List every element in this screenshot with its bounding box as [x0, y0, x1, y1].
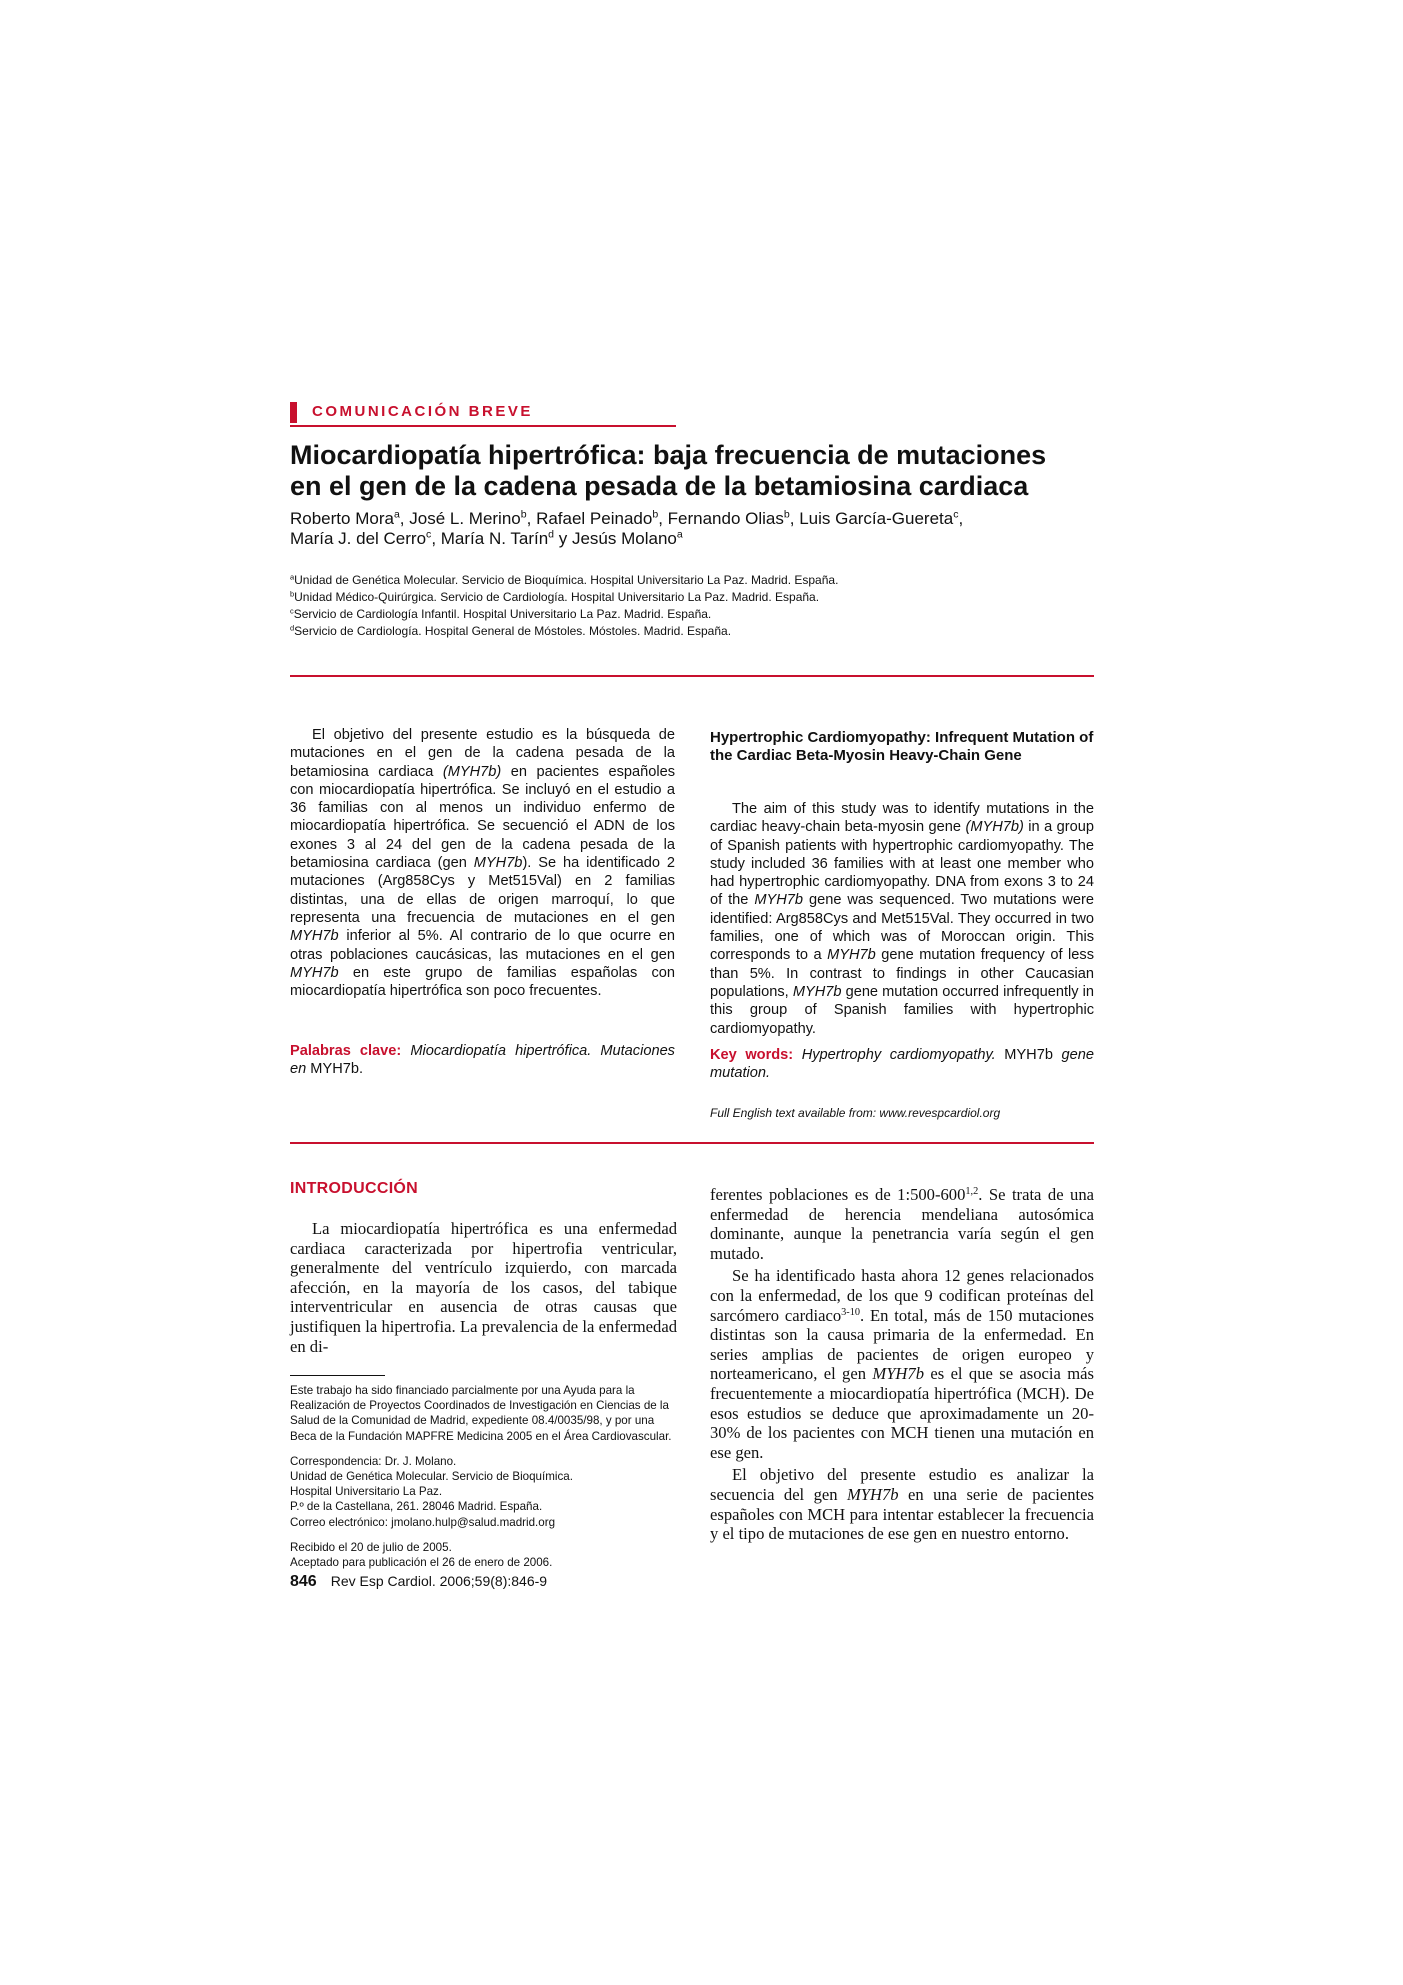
keywords-en-label: Key words: — [710, 1047, 794, 1063]
intro-col-right — [710, 1185, 1094, 1547]
section-label: COMUNICACIÓN BREVE — [312, 403, 533, 420]
section-tag-bar — [290, 402, 297, 423]
article-title — [290, 440, 1110, 502]
funding-note: Este trabajo ha sido financiado parcialmente por una Ayuda para la Realización de Proyectos Coordinados de Investigación en Ciencias de la Salud de la Comunidad de Madrid, expediente 08.4/0035/98, y por una Beca de la Fundación MAPFRE Medicina 2005 en el Área Cardiovascular. — [290, 1384, 672, 1443]
author: Luis García-Guereta$^c$, — [799, 508, 964, 528]
intro-col-left — [290, 1219, 677, 1359]
title-line-1: Miocardiopatía hipertrófica: baja frecuencia de mutaciones — [290, 440, 1047, 470]
keywords-es-label: Palabras clave: — [290, 1043, 402, 1059]
divider-top — [290, 675, 1094, 677]
correspondence: Correspondencia: Dr. J. Molano. Unidad de Genética Molecular. Servicio de Bioquímica. Hospital Universitario La Paz. P.º de la Castellana, 261. 28046 Madrid. España. Correo electrónico: jmolano.hulp@salud.madrid.org — [290, 1454, 573, 1529]
divider-bottom — [290, 1142, 1094, 1144]
author: Jesús Molano$^a$ — [571, 528, 683, 548]
author: María J. del Cerro$^c$, — [290, 528, 441, 548]
abstract-en-title: Hypertrophic Cardiomyopathy: Infrequent Mutation of the Cardiac Beta-Myosin Heavy-Chain Gene — [710, 729, 1094, 764]
affiliation: $^b$Unidad Médico-Quirúrgica. Servicio de Cardiología. Hospital Universitario La Paz. Madrid. España. — [290, 589, 820, 604]
page-footer — [290, 1573, 547, 1591]
author: José L. Merino$^b$, — [409, 508, 537, 528]
affiliation: $^c$Servicio de Cardiología Infantil. Hospital Universitario La Paz. Madrid. España. — [290, 606, 712, 621]
intro-paragraph: La miocardiopatía hipertrófica es una enfermedad cardiaca caracterizada por hipertrofia ventricular, generalmente del ventrículo izquierdo, con marcada afección, en la mayoría de los casos, del tabique interventricular en ausencia de otras causas que justifiquen la hipertrofia. La prevalencia de la enfermedad en di- — [290, 1219, 677, 1356]
abstract-en: The aim of this study was to identify mutations in the cardiac heavy-chain beta-myosin gene (MYH7b) in a group of Spanish patients with hypertrophic cardiomyopathy. The study included 36 families with at least one member who had hypertrophic cardiomyopathy. DNA from exons 3 to 24 of the MYH7b gene was sequenced. Two mutations were identified: Arg858Cys and Met515Val. They occurred in two families, one of which was of Moroccan origin. This corresponds to a MYH7b gene mutation frequency of less than 5%. In contrast to findings in other Caucasian populations, MYH7b gene mutation occurred infrequently in this group of Spanish families with hypertrophic cardiomyopathy. — [710, 801, 1094, 1037]
intro-paragraph: ferentes poblaciones es de 1:500-600$^{1,2}$. Se trata de una enfermedad de herencia mendeliana autosómica dominante, aunque la penetrancia varía según el gen mutado. — [710, 1185, 1095, 1263]
footnote-rule — [290, 1375, 385, 1376]
dates: Recibido el 20 de julio de 2005. Aceptado para publicación el 26 de enero de 2006. — [290, 1540, 553, 1570]
full-text-note: Full English text available from: www.revespcardiol.org — [710, 1106, 1001, 1120]
affiliations — [290, 572, 1110, 640]
affiliation: $^a$Unidad de Genética Molecular. Servicio de Bioquímica. Hospital Universitario La Paz. Madrid. España. — [290, 572, 839, 587]
intro-paragraph: El objetivo del presente estudio es analizar la secuencia del gen MYH7b en una serie de pacientes españoles con MCH para intentar establecer la frecuencia y el tipo de mutaciones de ese gen en nuestro entorno. — [710, 1465, 1094, 1544]
author: Roberto Mora$^a$, — [290, 508, 410, 528]
intro-paragraph: Se ha identificado hasta ahora 12 genes relacionados con la enfermedad, de los que 9 codifican proteínas del sarcómero cardiaco$^{3-10}$. En total, más de 150 mutaciones distintas son la causa primaria de la enfermedad. En series amplias de pacientes de origen europeo y norteamericano, el gen MYH7b es el que se asocia más frecuentemente a miocardiopatía hipertrófica (MCH). De esos estudios se deduce que aproximadamente un 20-30% de los pacientes con MCH tienen una mutación en ese gen. — [710, 1266, 1094, 1462]
author: Rafael Peinado$^b$, — [536, 508, 668, 528]
author: Fernando Olias$^b$, — [667, 508, 800, 528]
journal-citation: Rev Esp Cardiol. 2006;59(8):846-9 — [330, 1573, 548, 1589]
affiliation: $^d$Servicio de Cardiología. Hospital General de Móstoles. Móstoles. Madrid. España. — [290, 623, 732, 638]
footnotes — [290, 1383, 677, 1580]
abstract-es: El objetivo del presente estudio es la búsqueda de mutaciones en el gen de la cadena pesada de la betamiosina cardiaca (MYH7b) en pacientes españoles con miocardiopatía hipertrófica. Se incluyó en el estudio a 36 familias con al menos un individuo enfermo de miocardiopatía hipertrófica. Se secuenció el ADN de los exones 3 al 24 del gen de la cadena pesada de la betamiosina cardiaca (gen MYH7b). Se ha identificado 2 mutaciones (Arg858Cys y Met515Val) en 2 familias distintas, una de ellas de origen marroquí, lo que representa una frecuencia de mutaciones en el gen MYH7b inferior al 5%. Al contrario de lo que ocurre en otras poblaciones caucásicas, las mutaciones en el gen MYH7b en este grupo de familias españolas con miocardiopatía hipertrófica son poco frecuentes. — [290, 727, 675, 1000]
section-underline — [290, 425, 676, 427]
title-line-2: en el gen de la cadena pesada de la betamiosina cardiaca — [290, 471, 1029, 501]
author-list — [290, 509, 1110, 549]
page-number: 846 — [290, 1573, 317, 1590]
author: María N. Tarín$^d$ y — [440, 528, 572, 548]
intro-heading: INTRODUCCIÓN — [290, 1180, 419, 1197]
keywords-en: Key words: Hypertrophy cardiomyopathy. MYH7b gene mutation. — [710, 1047, 1094, 1082]
keywords-es: Palabras clave: Miocardiopatía hipertrófica. Mutaciones en MYH7b. — [290, 1043, 675, 1078]
